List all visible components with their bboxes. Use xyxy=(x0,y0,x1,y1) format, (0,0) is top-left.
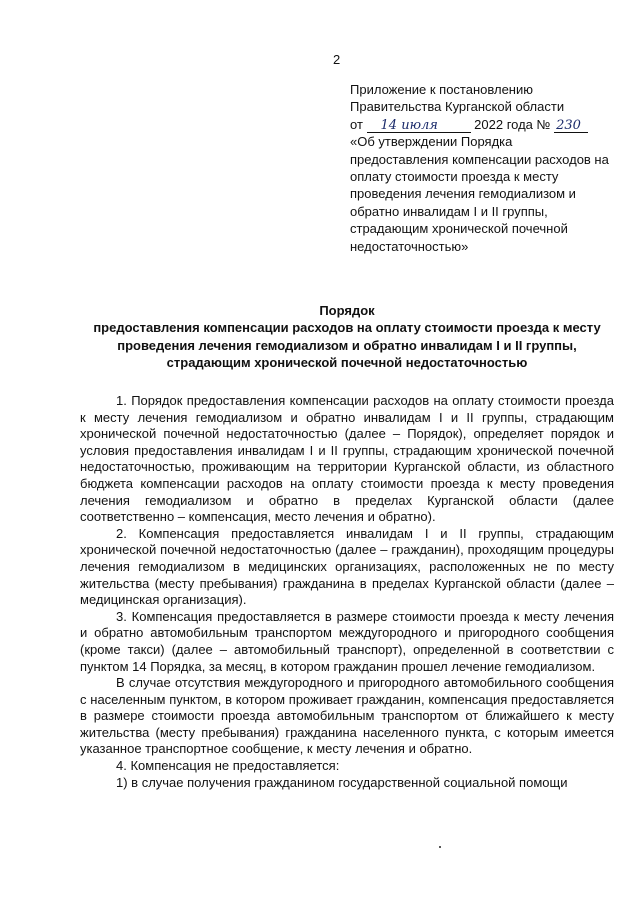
year-text: 2022 года № xyxy=(474,116,551,132)
date-prefix: от xyxy=(350,116,363,132)
appendix-line-2: Правительства Курганской области xyxy=(350,99,565,115)
appendix-block xyxy=(350,81,612,255)
paragraph-2: 2. Компенсация предоставляется инвалидам I и II группы, страдающим хронической почечной недостаточностью (далее – гражданин), проходящим процедуры лечения гемодиализом в медицинских организациях, расположенных не по месту жительства (месту пребывания) гражданина в пределах Курганской области (далее – медицинская организация). xyxy=(80,525,614,608)
appendix-line-1: Приложение к постановлению xyxy=(350,82,533,97)
document-title xyxy=(80,302,614,372)
decree-title: «Об утверждении Порядка предоставления компенсации расходов на оплату стоимости проезда к месту проведения лечения гемодиализом и обратно инвалидам I и II группы, страдающим хронической почечной недостаточностью» xyxy=(350,134,609,254)
number-blank xyxy=(554,118,588,133)
paragraph-3: 3. Компенсация предоставляется в размере стоимости проезда к месту лечения и обратно автомобильным транспортом междугородного и пригородного сообщения (кроме такси) (далее – автомобильный транспорт), определенной в соответствии с пунктом 14 Порядка, за месяц, в котором гражданин прошел лечение гемодиализом. xyxy=(80,608,614,674)
title-line-2: предоставления компенсации расходов на оплату стоимости проезда к месту проведения лечения гемодиализом и обратно инвалидам I и II группы, страдающим хронической почечной недостаточностью xyxy=(93,320,601,371)
paragraph-6: 1) в случае получения гражданином государственной социальной помощи xyxy=(116,774,568,790)
date-blank xyxy=(367,118,471,133)
title-line-1: Порядок xyxy=(319,303,375,318)
handwritten-date: 14 июля xyxy=(380,117,438,133)
document-body xyxy=(80,393,614,791)
handwritten-number: 230 xyxy=(556,117,581,133)
paragraph-1: 1. Порядок предоставления компенсации расходов на оплату стоимости проезда к месту лечения гемодиализом и обратно инвалидам I и II группы, страдающим хронической почечной недостаточностью (далее – Порядок), определяет порядок и условия предоставления инвалидам I и II группы, страдающим хронической почечной недостаточностью, проживающим на территории Курганской области, из областного бюджета компенсации расходов на оплату стоимости проезда к месту проведения лечения гемодиализом и обратно в пределах Курганской области (далее соответственно – компенсация, место лечения и обратно). xyxy=(80,393,614,525)
page-number: 2 xyxy=(333,52,341,67)
appendix-date-line xyxy=(350,116,612,133)
paragraph-5: 4. Компенсация не предоставляется: xyxy=(116,758,340,774)
paragraph-4: В случае отсутствия междугородного и пригородного автомобильного сообщения с населенным пунктом, в котором проживает гражданин, компенсация предоставляется в размере стоимости проезда автомобильным транспортом от ближайшего к месту жительства (месту пребывания) гражданина населенного пункта, с которым имеется указанное транспортное сообщение, к месту лечения и обратно. xyxy=(80,675,614,757)
scan-speck xyxy=(439,846,441,848)
